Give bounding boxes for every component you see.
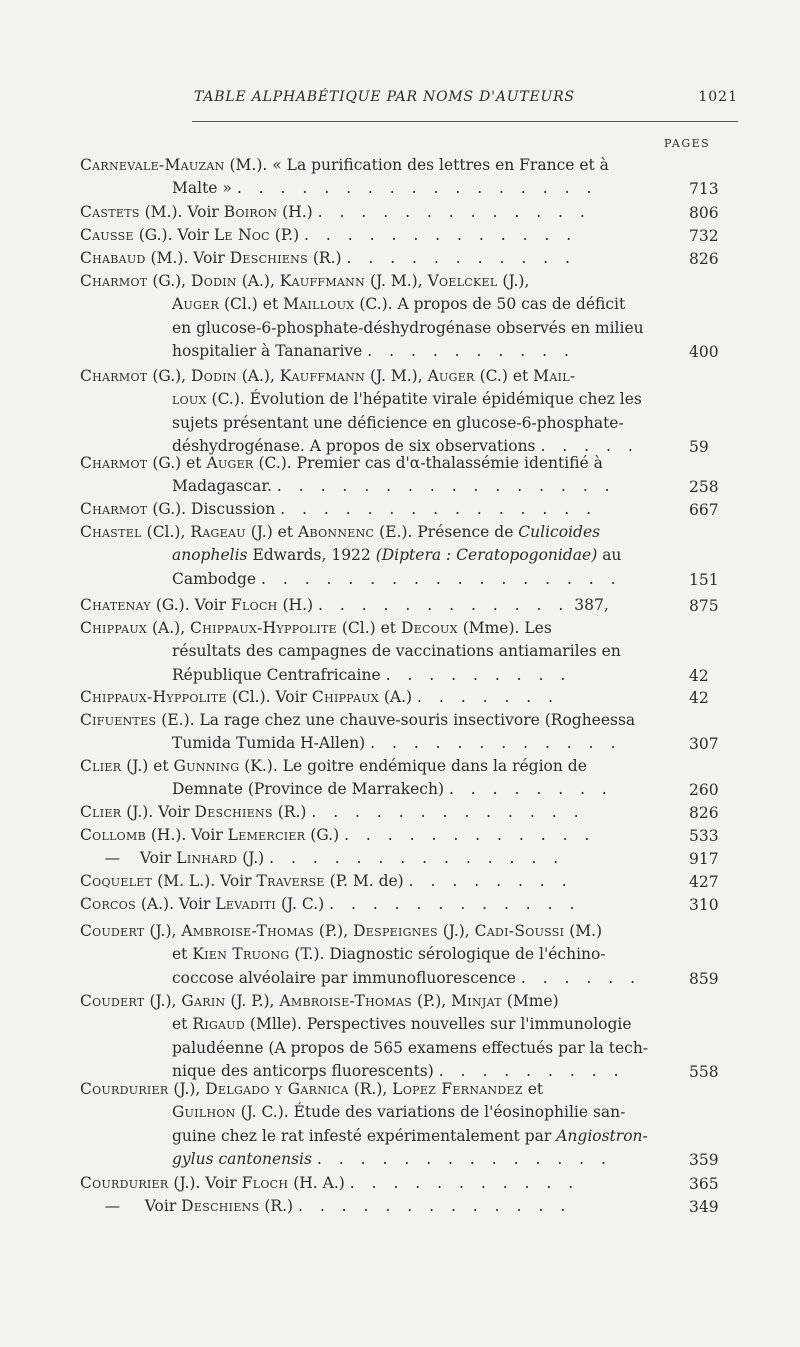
entry-line: Courdurier (J.). Voir Floch (H. A.) . . . . . . . . . . .: [80, 1174, 580, 1192]
entry-line: résultats des campagnes de vaccinations antiamariles en: [172, 642, 621, 661]
index-entry: [80, 365, 654, 459]
entry-line: Causse (G.). Voir Le Noc (P.) . . . . . . . . . . . . .: [80, 226, 578, 244]
entry-page-number: 806: [689, 204, 719, 222]
entry-line: Chastel (Cl.), Rageau (J.) et Abonnenc (E.). Présence de Culicoides: [80, 523, 601, 541]
entry-line: — Voir Deschiens (R.) . . . . . . . . . . . . .: [80, 1197, 572, 1215]
entry-line: en glucose-6-phosphate-déshydrogénase observés en milieu: [172, 318, 644, 337]
index-entry: [80, 801, 654, 824]
entry-page-number: 349: [689, 1198, 719, 1216]
index-entry: [80, 1078, 654, 1172]
index-entry: [80, 201, 654, 224]
index-entry: [80, 498, 654, 521]
entry-page-number: 558: [689, 1063, 719, 1082]
entry-line: Tumida Tumida H-Allen) . . . . . . . . . . . .: [172, 734, 622, 753]
entry-page-number: 732: [689, 227, 719, 245]
entry-line: Auger (Cl.) et Mailloux (C.). A propos de 50 cas de déficit: [172, 295, 626, 314]
index-entry: [80, 709, 654, 756]
entry-page-number: 713: [689, 180, 719, 199]
index-entry: [80, 1195, 654, 1218]
entry-line: Coudert (J.), Garin (J. P.), Ambroise-Thomas (P.), Minjat (Mme): [80, 992, 559, 1010]
entry-line: Demnate (Province de Marrakech) . . . . . . . .: [172, 780, 613, 799]
entry-line: Chippaux-Hyppolite (Cl.). Voir Chippaux (A.) . . . . . . .: [80, 688, 560, 706]
index-entry: [80, 755, 654, 802]
entry-line: nique des anticorps fluorescents) . . . . . . . . .: [172, 1062, 625, 1081]
entry-line: Collomb (H.). Voir Lemercier (G.) . . . . . . . . . . . .: [80, 826, 596, 844]
page-number: 1021: [698, 89, 738, 105]
entry-line: Courdurier (J.), Delgado y Garnica (R.), Lopez Fernandez et: [80, 1080, 544, 1098]
index-entry: [80, 452, 654, 499]
entry-page-number: 400: [689, 343, 719, 362]
index-entry: [80, 990, 654, 1084]
entry-line: République Centrafricaine . . . . . . . . .: [172, 665, 572, 684]
entry-page-number: 310: [689, 896, 719, 914]
entry-line: Chabaud (M.). Voir Deschiens (R.) . . . . . . . . . . .: [80, 249, 576, 267]
entry-page-number: 307: [689, 735, 719, 754]
entry-page-number: 667: [689, 501, 719, 519]
entry-line: Chippaux (A.), Chippaux-Hyppolite (Cl.) et Decoux (Mme). Les: [80, 619, 552, 637]
entry-line: Cambodge . . . . . . . . . . . . . . . . .: [172, 569, 622, 588]
entry-line: gylus cantonensis . . . . . . . . . . . . . .: [172, 1150, 612, 1169]
pages-column-label: PAGES: [664, 137, 711, 150]
entry-line: Charmot (G.). Discussion . . . . . . . . . . . . . . .: [80, 500, 598, 518]
entry-page-number: 826: [689, 250, 719, 268]
entry-page-number: 917: [689, 850, 719, 868]
entry-line: Coudert (J.), Ambroise-Thomas (P.), Despeignes (J.), Cadi-Soussi (M.): [80, 922, 603, 940]
index-entry: [80, 594, 654, 617]
header-rule: [192, 121, 738, 122]
entry-page-number: 42: [689, 689, 709, 707]
entry-line: Charmot (G.), Dodin (A.), Kauffmann (J. M.), Voelckel (J.),: [80, 272, 530, 290]
entry-line: paludéenne (A propos de 565 examens effectués par la tech-: [172, 1038, 649, 1057]
entry-page-number: 151: [689, 570, 719, 589]
entry-line: guine chez le rat infesté expérimentalement par Angiostron-: [172, 1126, 648, 1145]
entry-line: Clier (J.). Voir Deschiens (R.) . . . . . . . . . . . . .: [80, 803, 585, 821]
header-title: TABLE ALPHABÉTIQUE PAR NOMS D'AUTEURS: [194, 89, 575, 105]
entry-line: et Rigaud (Mlle). Perspectives nouvelles sur l'immunologie: [172, 1015, 632, 1034]
entry-line: coccose alvéolaire par immunofluorescence . . . . . .: [172, 968, 642, 987]
entry-line: Chatenay (G.). Voir Floch (H.) . . . . . . . . . . . . 387,: [80, 596, 609, 614]
entry-line: hospitalier à Tananarive . . . . . . . . . .: [172, 342, 575, 361]
entry-page-number: 42: [689, 666, 709, 685]
entry-page-number: 533: [689, 827, 719, 845]
index-entry: [80, 270, 654, 364]
entry-line: sujets présentant une déficience en glucose-6-phosphate-: [172, 413, 624, 432]
index-entry: [80, 686, 654, 709]
entry-line: déshydrogénase. A propos de six observations . . . . .: [172, 437, 639, 456]
index-entry: [80, 521, 654, 591]
index-entry: [80, 617, 654, 687]
entry-line: — Voir Linhard (J.) . . . . . . . . . . . . . .: [80, 849, 565, 867]
index-entry: [80, 224, 654, 247]
entry-line: Carnevale-Mauzan (M.). « La purification des lettres en France et à: [80, 156, 609, 174]
entry-line: Charmot (G.) et Auger (C.). Premier cas d'α-thalassémie identifié à: [80, 454, 603, 472]
index-entry: [80, 847, 654, 870]
entry-line: Coquelet (M. L.). Voir Traverse (P. M. de) . . . . . . . .: [80, 872, 573, 890]
entry-line: et Kien Truong (T.). Diagnostic sérologique de l'échino-: [172, 945, 606, 964]
entry-line: Corcos (A.). Voir Levaditi (J. C.) . . . . . . . . . . . .: [80, 895, 581, 913]
entry-page-number: 359: [689, 1151, 719, 1170]
entry-line: Malte » . . . . . . . . . . . . . . . . .: [172, 179, 598, 198]
entry-line: Castets (M.). Voir Boiron (H.) . . . . . . . . . . . . .: [80, 203, 591, 221]
index-entry: [80, 154, 654, 201]
entry-line: anophelis Edwards, 1922 (Diptera : Ceratopogonidae) au: [172, 546, 622, 565]
entry-page-number: 427: [689, 873, 719, 891]
running-header: [194, 89, 738, 105]
index-entry: [80, 1172, 654, 1195]
entry-page-number: 258: [689, 478, 719, 497]
entry-line: loux (C.). Évolution de l'hépatite virale épidémique chez les: [172, 390, 642, 409]
index-entry: [80, 870, 654, 893]
index-entry: [80, 824, 654, 847]
entry-line: Charmot (G.), Dodin (A.), Kauffmann (J. M.), Auger (C.) et Mail-: [80, 367, 576, 385]
entry-line: Cifuentes (E.). La rage chez une chauve-souris insectivore (Rogheessa: [80, 711, 636, 729]
entry-line: Guilhon (J. C.). Étude des variations de l'éosinophilie san-: [172, 1103, 626, 1122]
entry-line: Madagascar. . . . . . . . . . . . . . . . .: [172, 477, 616, 496]
entry-page-number: 59: [689, 438, 709, 457]
entry-page-number: 826: [689, 804, 719, 822]
entry-page-number: 260: [689, 781, 719, 800]
entry-page-number: 365: [689, 1175, 719, 1193]
entry-page-number: 859: [689, 969, 719, 988]
index-entry: [80, 893, 654, 916]
index-entry: [80, 920, 654, 990]
entry-page-number: 875: [689, 597, 719, 615]
index-entry: [80, 247, 654, 270]
entry-line: Clier (J.) et Gunning (K.). Le goitre endémique dans la région de: [80, 757, 587, 775]
